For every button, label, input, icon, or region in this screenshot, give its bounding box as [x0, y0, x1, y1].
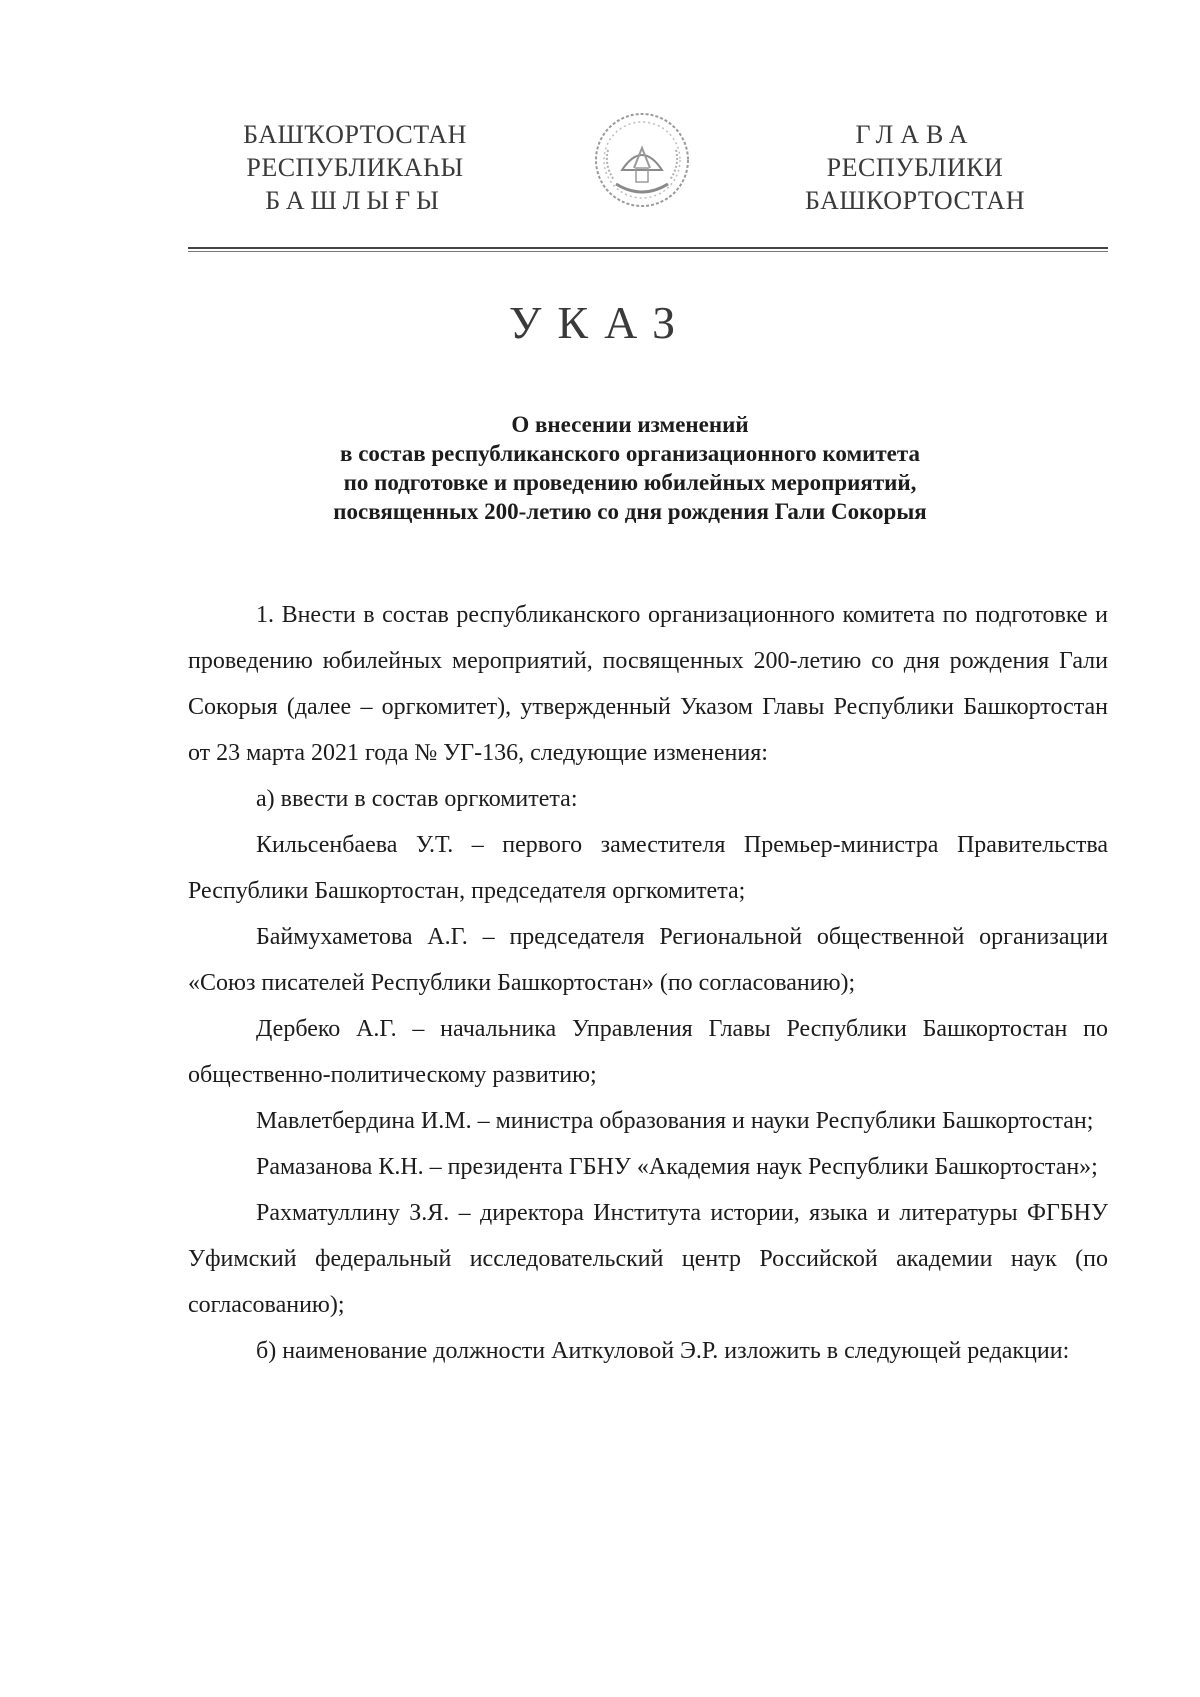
header-left-line2: РЕСПУБЛИКАҺЫ [246, 153, 464, 182]
header-russian-title [790, 118, 1040, 217]
document-type-title: УКАЗ [508, 297, 692, 348]
header-right-line1: ГЛАВА [855, 120, 975, 149]
paragraph-member: Дербеко А.Г. – начальника Управления Главы Республики Башкортостан по общественно-политическому развитию; [188, 1016, 1108, 1088]
heading-line: О внесении изменений [511, 412, 749, 437]
paragraph-member: Рахматуллину З.Я. – директора Института истории, языка и литературы ФГБНУ Уфимский федеральный исследовательский центр Российской академии наук (по согласованию); [188, 1200, 1108, 1318]
paragraph-subitem-b: б) наименование должности Аиткуловой Э.Р. изложить в следующей редакции: [256, 1338, 1070, 1364]
heading-line: по подготовке и проведению юбилейных мероприятий, [343, 470, 917, 495]
document-heading [200, 410, 1060, 526]
paragraph-member: Кильсенбаева У.Т. – первого заместителя Премьер-министра Правительства Республики Башкортостан, председателя оргкомитета; [188, 832, 1108, 904]
header-divider [188, 247, 1108, 249]
heading-line: в состав республиканского организационного комитета [340, 441, 920, 466]
header-right-line2: РЕСПУБЛИКИ [826, 153, 1004, 182]
header-right-line3: БАШКОРТОСТАН [805, 186, 1025, 215]
header-left-line3: БАШЛЫҒЫ [265, 186, 445, 215]
paragraph-subitem-a: а) ввести в состав оргкомитета: [256, 786, 578, 812]
header-left-line1: БАШҠОРТОСТАН [243, 120, 467, 149]
document-body [188, 592, 1108, 1374]
header-bashkir-title [230, 118, 480, 217]
paragraph-member: Мавлетбердина И.М. – министра образования и науки Республики Башкортостан; [256, 1108, 1094, 1134]
paragraph-member: Рамазанова К.Н. – президента ГБНУ «Академия наук Республики Башкортостан»; [256, 1154, 1098, 1180]
paragraph-item-1: 1. Внести в состав республиканского организационного комитета по подготовке и проведению юбилейных мероприятий, посвященных 200-летию со дня рождения Гали Сокорыя (далее – оргкомитет), утвержденный Указом Главы Республики Башкортостан от 23 марта 2021 года № УГ-136, следующие изменения: [188, 602, 1108, 766]
coat-of-arms-emblem-icon [592, 110, 692, 210]
header-divider-thin [188, 251, 1108, 252]
heading-line: посвященных 200-летию со дня рождения Гали Сокорыя [333, 499, 927, 524]
paragraph-member: Баймухаметова А.Г. – председателя Региональной общественной организации «Союз писателей Республики Башкортостан» (по согласованию); [188, 924, 1108, 996]
